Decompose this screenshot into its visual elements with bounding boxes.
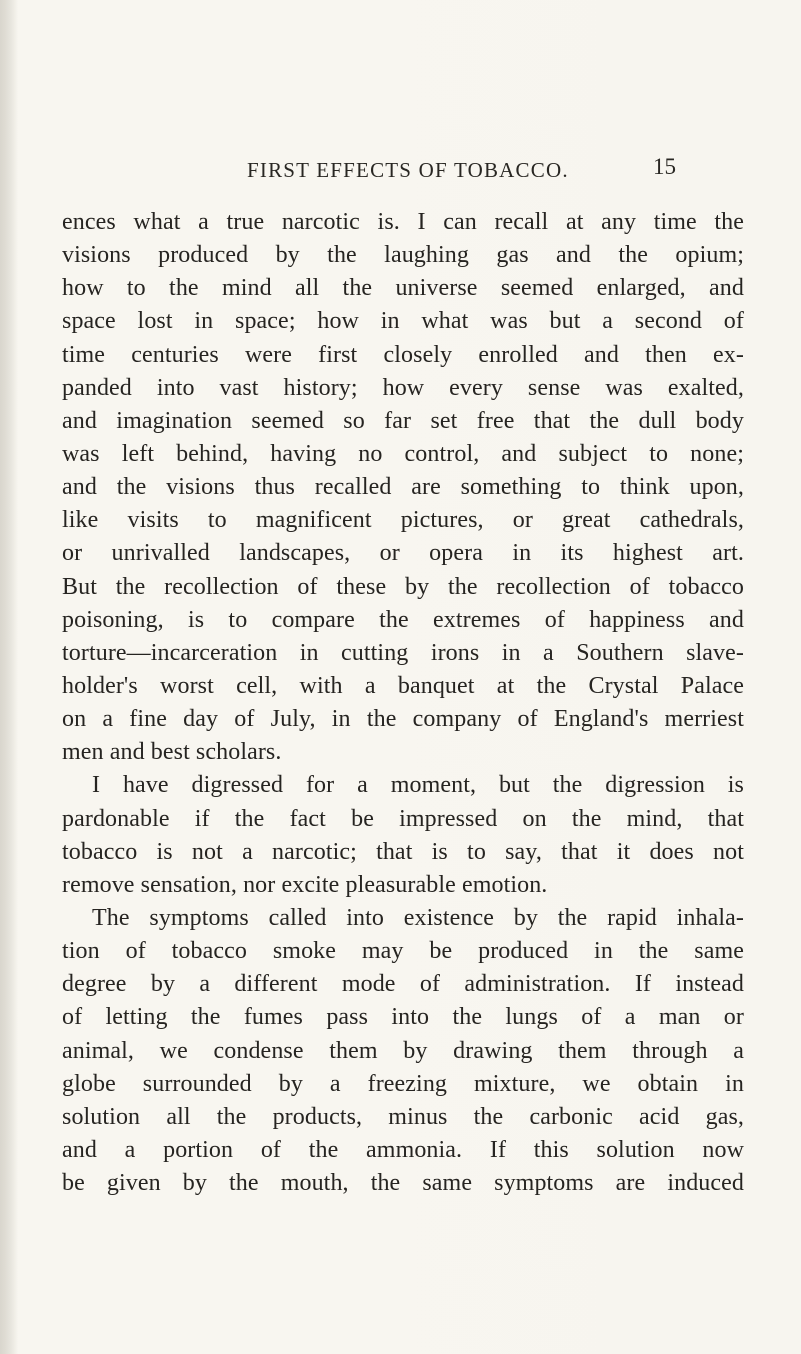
page-number: 15	[653, 154, 676, 179]
text-line: The symptoms called into existence by the rapid inhala-	[92, 904, 744, 931]
text-line: degree by a different mode of administration. If instead	[62, 971, 744, 998]
text-line: ences what a true narcotic is. I can recall at any time the	[62, 209, 744, 235]
text-line: be given by the mouth, the same symptoms are induced	[62, 1170, 744, 1197]
text-line: panded into vast history; how every sense was exalted,	[62, 374, 744, 401]
text-line: how to the mind all the universe seemed enlarged, and	[62, 275, 744, 302]
text-line: was left behind, having no control, and subject to none;	[62, 440, 744, 467]
text-line: remove sensation, nor excite pleasurable emotion.	[62, 871, 548, 898]
text-line: But the recollection of these by the recollection of tobacco	[62, 573, 744, 600]
text-line: poisoning, is to compare the extremes of happiness and	[62, 606, 744, 633]
text-line: like visits to magnificent pictures, or great cathedrals,	[62, 507, 744, 534]
body-text	[62, 206, 744, 1200]
text-line: time centuries were first closely enrolled and then ex-	[62, 341, 744, 368]
text-line: animal, we condense them by drawing them through a	[62, 1037, 744, 1064]
text-line: visions produced by the laughing gas and the opium;	[62, 242, 744, 269]
text-line: of letting the fumes pass into the lungs of a man or	[62, 1004, 744, 1031]
text-line: space lost in space; how in what was but a second of	[62, 308, 744, 335]
text-line: solution all the products, minus the carbonic acid gas,	[62, 1103, 744, 1130]
text-line: tobacco is not a narcotic; that is to say, that it does not	[62, 838, 744, 865]
text-line: or unrivalled landscapes, or opera in its highest art.	[62, 540, 744, 567]
text-line: I have digressed for a moment, but the digression is	[92, 772, 744, 799]
page-header	[0, 154, 801, 192]
text-line: and a portion of the ammonia. If this solution now	[62, 1136, 744, 1163]
text-line: and the visions thus recalled are something to think upon,	[62, 474, 744, 501]
text-line: tion of tobacco smoke may be produced in the same	[62, 938, 744, 965]
running-head: FIRST EFFECTS OF TOBACCO.	[247, 158, 569, 182]
text-line: and imagination seemed so far set free that the dull body	[62, 407, 744, 434]
text-line: pardonable if the fact be impressed on the mind, that	[62, 805, 744, 832]
text-line: holder's worst cell, with a banquet at the Crystal Palace	[62, 672, 744, 699]
text-line: men and best scholars.	[62, 739, 282, 766]
text-line: torture—incarceration in cutting irons in a Southern slave-	[62, 639, 744, 666]
text-line: globe surrounded by a freezing mixture, we obtain in	[62, 1070, 744, 1097]
text-line: on a fine day of July, in the company of England's merriest	[62, 706, 744, 733]
page-edge-shadow	[0, 0, 18, 1354]
